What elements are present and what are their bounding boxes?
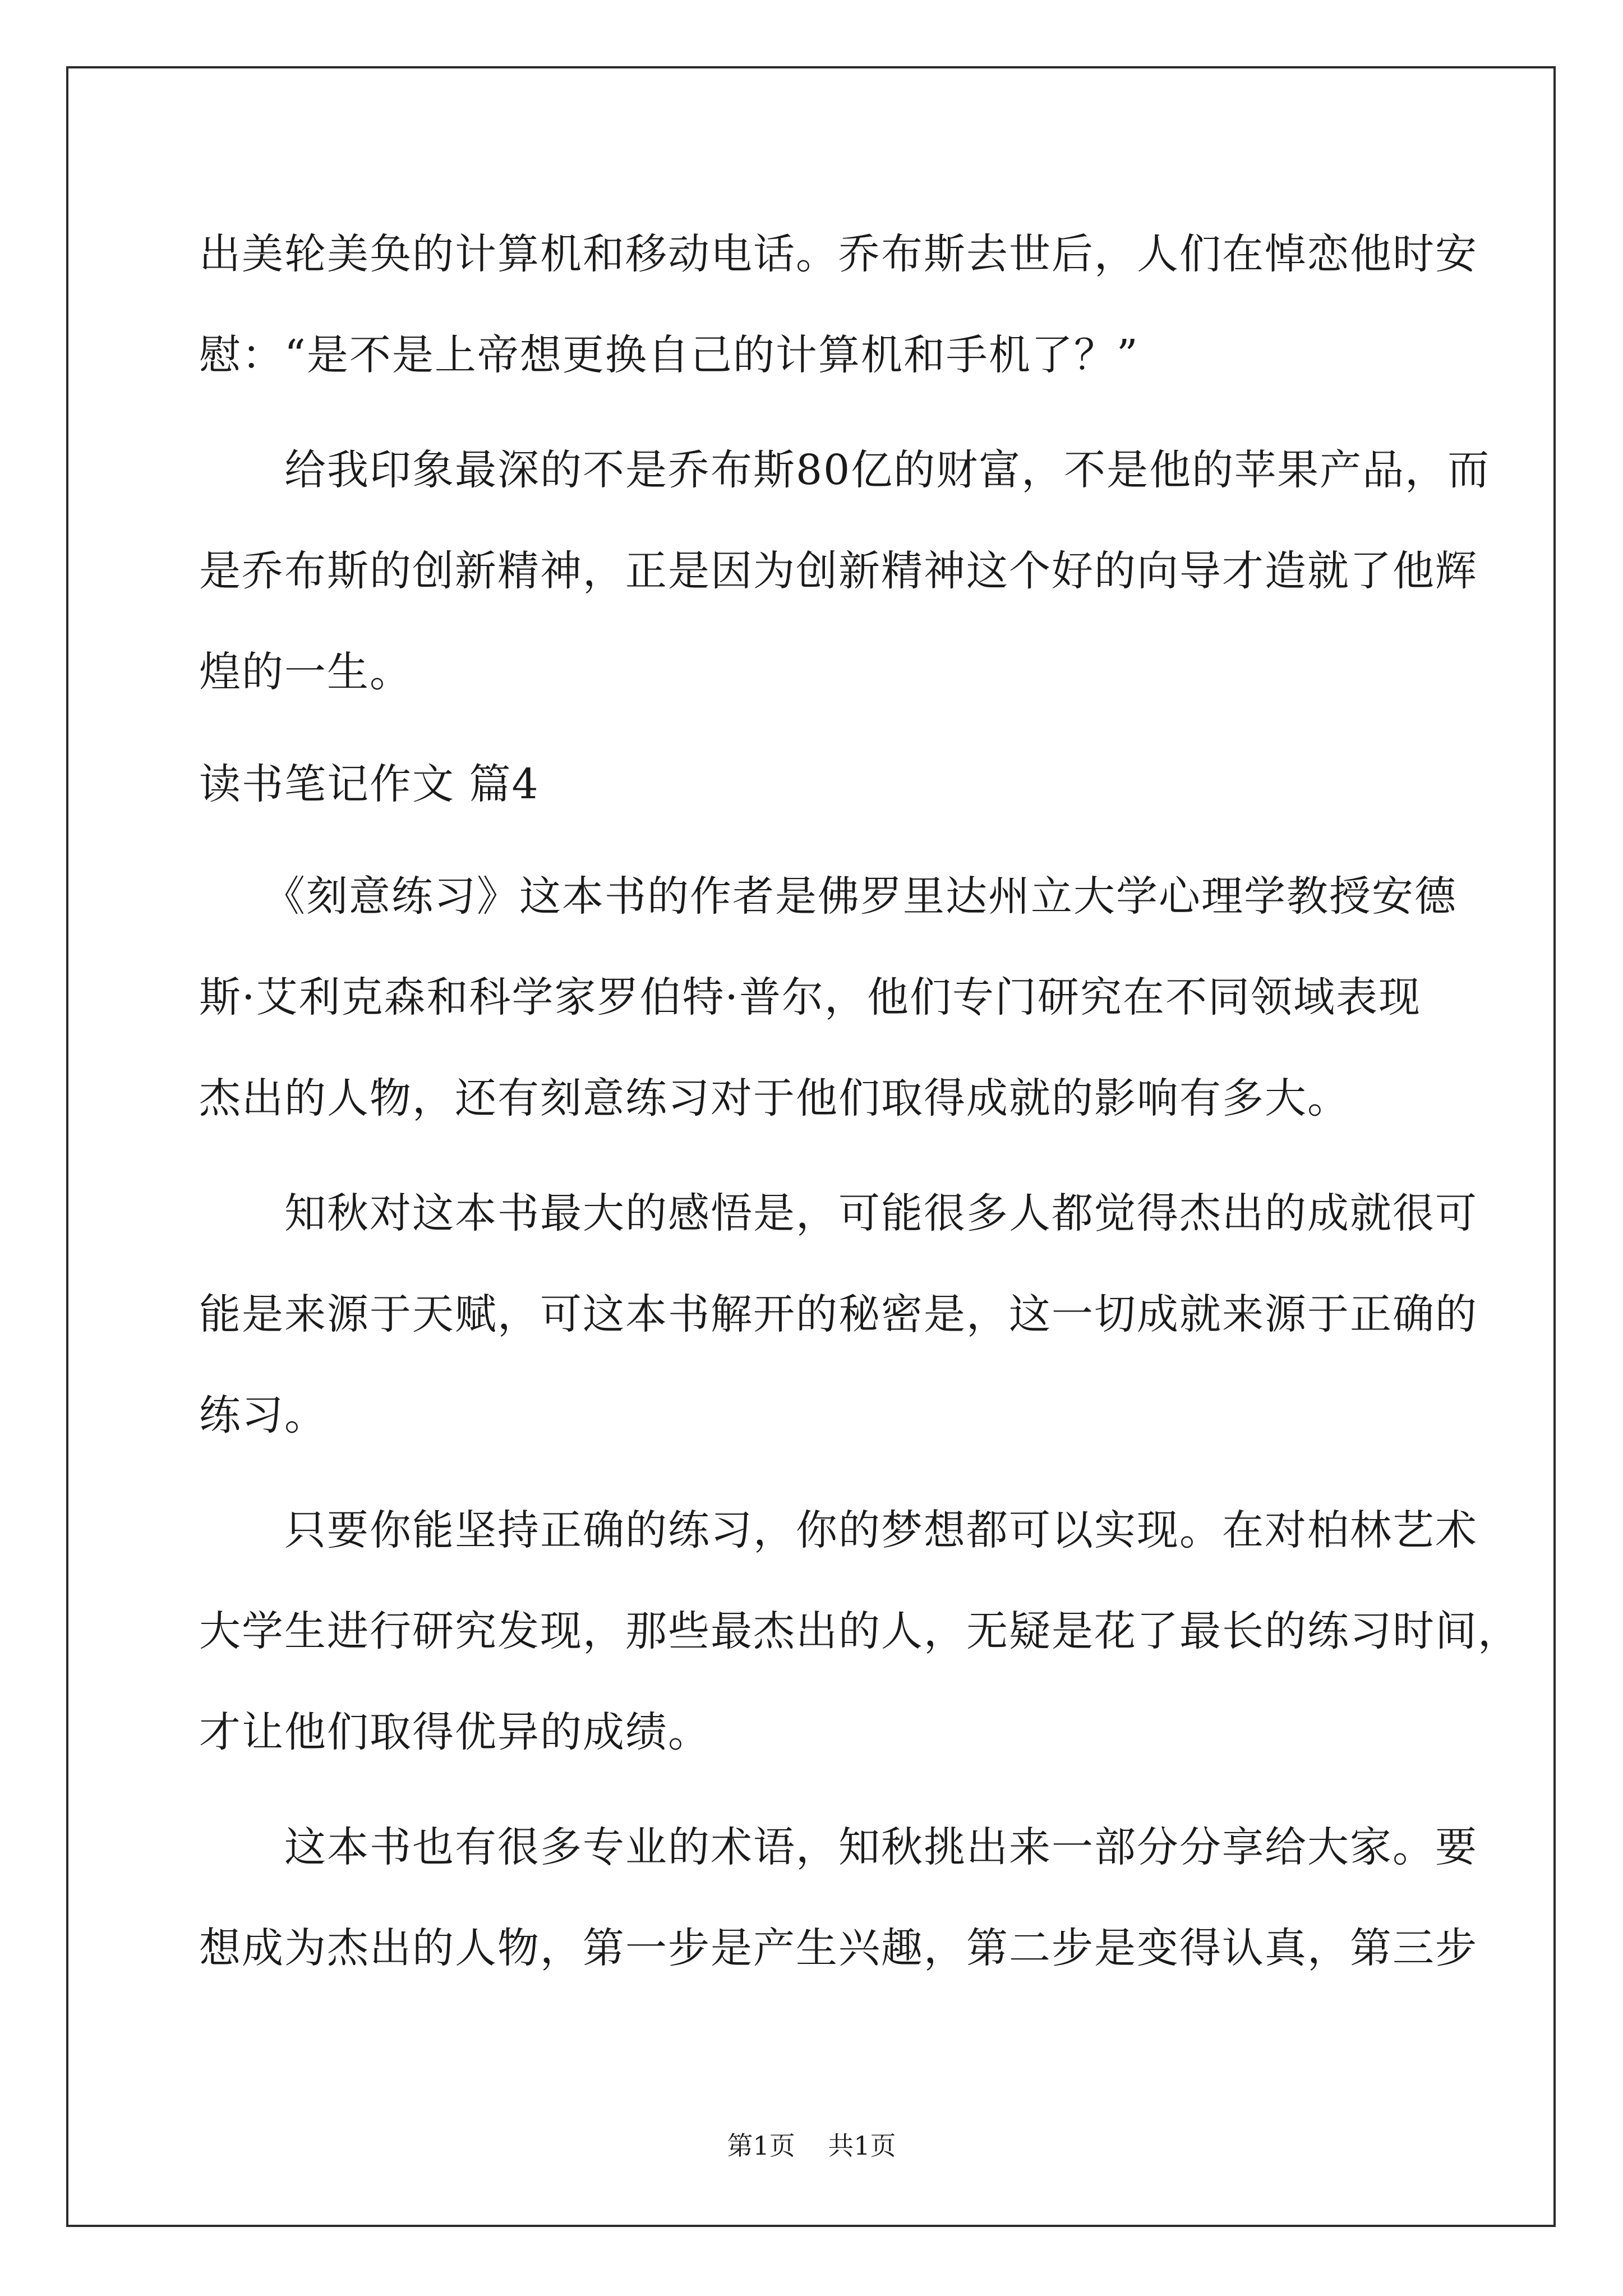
text-line: 大学生进行研究发现，那些最杰出的人，无疑是花了最长的练习时间， [199,1607,1520,1655]
text-line: 煌的一生。 [199,648,412,696]
text-line: 给我印象最深的不是乔布斯80亿的财富，不是他的苹果产品，而 [199,446,1491,494]
text-line: 这本书也有很多专业的术语，知秋挑出来一部分分享给大家。要 [199,1823,1478,1871]
text-line: 是乔布斯的创新精神，正是因为创新精神这个好的向导才造就了他辉 [199,547,1478,595]
section-heading: 读书笔记作文 篇4 [199,760,540,808]
text-line: 想成为杰出的人物，第一步是产生兴趣，第二步是变得认真，第三步 [199,1924,1478,1972]
text-line: 只要你能坚持正确的练习，你的梦想都可以实现。在对柏林艺术 [199,1506,1478,1554]
text-line: 才让他们取得优异的成绩。 [199,1708,711,1756]
text-line: 慰：“是不是上帝想更换自己的计算机和手机了？” [199,331,1139,379]
page-number: 第1页 [727,2131,795,2161]
page-total: 共1页 [828,2131,896,2161]
text-line: 练习。 [199,1391,327,1439]
text-line: 出美轮美奂的计算机和移动电话。乔布斯去世后，人们在悼恋他时安 [199,230,1478,278]
page-footer [0,2129,1623,2162]
text-line: 《刻意练习》这本书的作者是佛罗里达州立大学心理学教授安德 [199,872,1457,921]
text-line: 斯·艾利克森和科学家罗伯特·普尔，他们专门研究在不同领域表现 [199,973,1422,1022]
text-line: 杰出的人物，还有刻意练习对于他们取得成就的影响有多大。 [199,1074,1350,1122]
text-line: 能是来源于天赋，可这本书解开的秘密是，这一切成就来源于正确的 [199,1290,1478,1338]
text-line: 知秋对这本书最大的感悟是，可能很多人都觉得杰出的成就很可 [199,1189,1478,1237]
page-border [66,66,1556,2227]
